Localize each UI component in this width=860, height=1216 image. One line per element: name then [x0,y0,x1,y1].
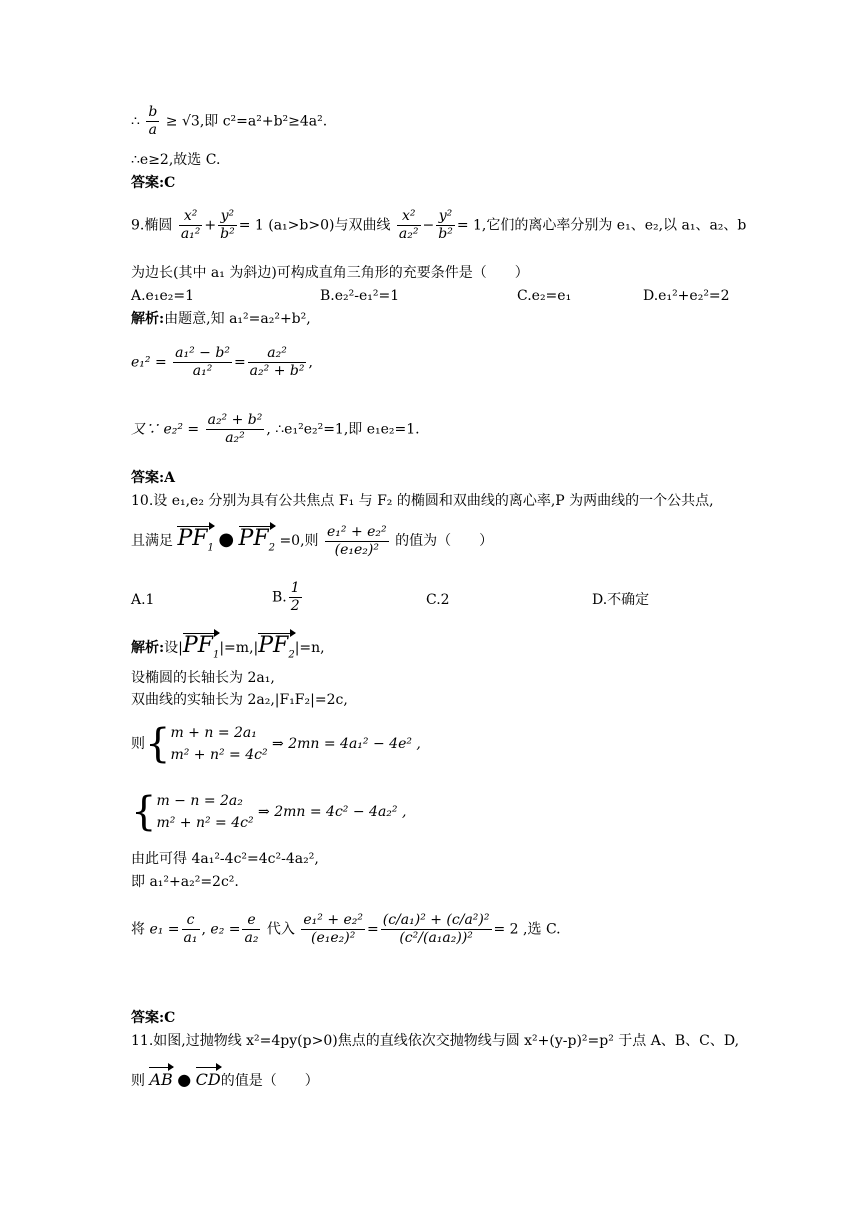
q10-option-c: C.2 [426,592,450,608]
q10-option-b: B. $\frac{1}{2}$ [272,580,300,614]
fraction-x2-a2: $\frac{\text{x²}}{\text{a₂²}}$ [398,208,419,242]
solution-9-line-1: 解析:由题意,知 a₁²=a₂²+b², [131,311,311,327]
question-10-line-1: 10.设 e₁,e₂ 分别为具有公共焦点 F₁ 与 F₂ 的椭圆和双曲线的离心率,P 为两曲线的一个公共点, [131,493,714,509]
question-11-line-2: 则 AB ● CD的值是（ ） [131,1064,319,1091]
fraction-x2-a1: $\frac{\text{x²}}{\text{a₁²}}$ [180,208,201,242]
fraction-b-over-a: $\frac{b}{a}$ [148,104,158,138]
fraction-y2-b2: $\frac{\text{y²}}{\text{b²}}$ [220,208,235,242]
q9-option-b: B.e₂²-e₁²=1 [320,288,400,304]
answer-8: 答案:C [131,175,176,191]
question-11-line-1: 11.如图,过抛物线 x²=4py(p>0)焦点的直线依次交抛物线与圆 x²+(y-p)²=p² 于点 A、B、C、D, [131,1033,740,1049]
q9-option-d: D.e₁²+e₂²=2 [643,288,730,304]
solution-10-system-2: { m − n = 2a₂ m² + n² = 4c² ⇒ 2mn = 4c² − 4a₂² , [131,789,407,835]
solution-line-1: ∴ $\frac{b}{a}$ ≥ √3,即 c²=a²+b²≥4a². [131,104,328,138]
q9-option-c: C.e₂=e₁ [517,288,572,304]
solution-10-line-1: 解析:设$|PF_1|=m,|PF_2|=n$, [131,630,325,665]
answer-9: 答案:A [131,470,176,486]
vector-cd: CD [196,1064,221,1090]
q10-option-a: A.1 [131,592,155,608]
fraction-y2-b2-h: $\frac{\text{y²}}{\text{b²}}$ [438,208,453,242]
vector-ab: AB [149,1064,172,1090]
solution-10-substitution: 将 e₁ = $\frac{c}{\text{a₁}}$ , e₂ = $\frac{e}{\text{a₂}}$ 代入 $\frac{\text{e₁² + e₂²}}{\text{(e₁e₂)²}}$ = $\frac{\text{(c/a₁)² + (c/a²)²}}{\text{(c²/(a₁a₂))²}}$ = 2 ,选 C. [131,912,561,946]
question-9-line-1: 9.椭圆 $\frac{\text{x²}}{\text{a₁²}}$ + $\frac{\text{y²}}{\text{b²}}$ = 1 (a₁>b>0)与双曲线 $\frac{\text{x²}}{\text{a₂²}}$ − $\frac{\text{y²}}{\text{b²}}$ = 1,它们的离心率分别为 e₁、e₂,以 a₁、a₂、b [131,208,747,242]
vector-pf1: $PF_1$ [177,523,213,558]
solution-10-line-4: 由此可得 4a₁²-4c²=4c²-4a₂², [131,851,319,867]
solution-line-2: ∴e≥2,故选 C. [131,152,221,168]
sqrt-3: √3 [181,113,200,130]
solution-10-line-5: 即 a₁²+a₂²=2c². [131,874,239,890]
solution-10-line-2: 设椭圆的长轴长为 2a₁, [131,670,275,686]
solution-9-e2: 又∵ e₂² = $\frac{\text{a₂² + b²}}{\text{a₂²}}$ , ∴e₁²e₂²=1,即 e₁e₂=1. [131,412,420,446]
answer-10: 答案:C [131,1010,176,1026]
solution-9-e1: e₁² = $\frac{\text{a₁² − b²}}{\text{a₁²}}$ = $\frac{\text{a₂²}}{\text{a₂² + b²}}$ , [131,345,313,379]
solution-10-system-1: 则{ m + n = 2a₁ m² + n² = 4c² ⇒ 2mn = 4a₁² − 4e² , [131,721,421,767]
question-9-line-2: 为边长(其中 a₁ 为斜边)可构成直角三角形的充要条件是（ ） [131,265,529,281]
q9-option-a: A.e₁e₂=1 [131,288,194,304]
q10-option-d: D.不确定 [592,592,650,608]
therefore-symbol: ∴ [131,113,140,130]
vector-pf2: $PF_2$ [239,523,275,558]
solution-10-line-3: 双曲线的实轴长为 2a₂,|F₁F₂|=2c, [131,692,348,708]
question-10-line-2: 且满足 $PF_1$ ● $PF_2 =0$,则 $\frac{\text{e₁² + e₂²}}{\text{(e₁e₂)²}}$ 的值为（ ） [131,523,494,558]
